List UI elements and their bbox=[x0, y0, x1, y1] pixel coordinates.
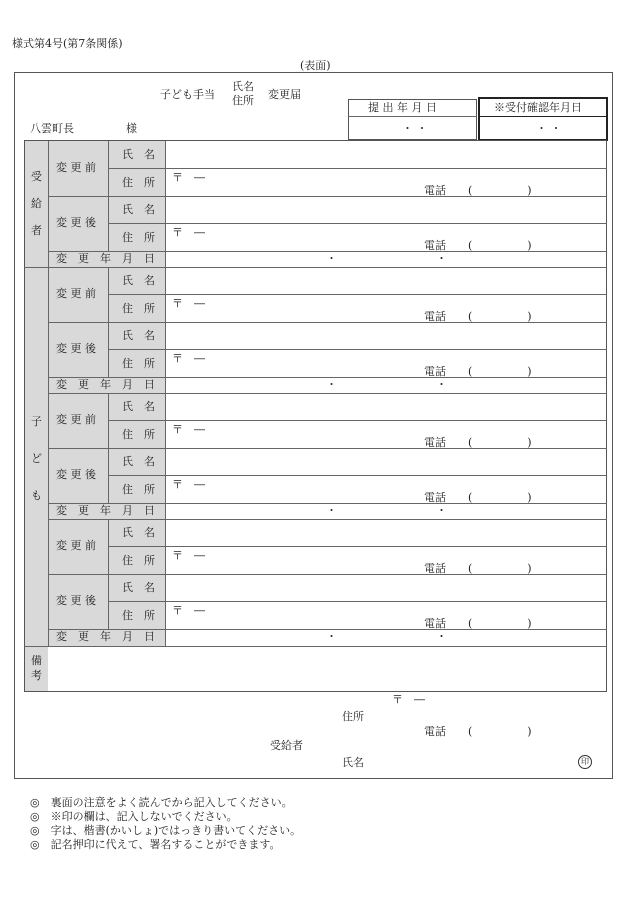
change-date-label: 変 更 年 月 日 bbox=[56, 252, 155, 265]
recipient-label-2: 給 bbox=[31, 197, 42, 210]
after-label: 変 更 後 bbox=[56, 468, 96, 481]
child-label-1: 子 bbox=[31, 415, 42, 428]
signature-address-field[interactable] bbox=[380, 707, 606, 725]
name-field[interactable] bbox=[166, 449, 606, 475]
change-date-dots: ・ ・ bbox=[326, 630, 447, 643]
name-field[interactable] bbox=[166, 268, 606, 294]
phone-label: 電話 ( ) bbox=[424, 365, 532, 378]
postal-mark: 〒 ― bbox=[172, 604, 205, 617]
name-label: 氏 名 bbox=[122, 329, 155, 342]
phone-label: 電話 ( ) bbox=[424, 239, 532, 252]
change-date-label: 変 更 年 月 日 bbox=[56, 378, 155, 391]
name-label: 氏 名 bbox=[122, 526, 155, 539]
postal-mark: 〒 ― bbox=[172, 423, 205, 436]
name-field[interactable] bbox=[166, 575, 606, 601]
before-label: 変 更 前 bbox=[56, 413, 96, 426]
name-label: 氏 名 bbox=[122, 274, 155, 287]
after-label: 変 更 後 bbox=[56, 216, 96, 229]
note-item: ◎ 字は、楷書(かいしょ)ではっきり書いてください。 bbox=[30, 824, 302, 837]
phone-label: 電話 ( ) bbox=[424, 310, 532, 323]
change-date-dots: ・ ・ bbox=[326, 252, 447, 265]
remarks-field[interactable] bbox=[49, 647, 606, 691]
name-field[interactable] bbox=[166, 520, 606, 546]
change-date-dots: ・ ・ bbox=[326, 378, 447, 391]
child-label-2: ど bbox=[31, 452, 42, 465]
change-date-label: 変 更 年 月 日 bbox=[56, 504, 155, 517]
name-field[interactable] bbox=[166, 197, 606, 223]
name-label: 氏 名 bbox=[122, 148, 155, 161]
before-label: 変 更 前 bbox=[56, 287, 96, 300]
form-number: 様式第4号(第7条関係) bbox=[12, 37, 123, 50]
title-suffix: 変更届 bbox=[268, 88, 301, 101]
receipt-date-value: ・ ・ bbox=[536, 122, 562, 135]
name-label: 氏 名 bbox=[122, 455, 155, 468]
phone-label: 電話 ( ) bbox=[424, 491, 532, 504]
note-item: ◎ ※印の欄は、記入しないでください。 bbox=[30, 810, 238, 823]
before-label: 変 更 前 bbox=[56, 161, 96, 174]
postal-mark: 〒 ― bbox=[172, 171, 205, 184]
postal-mark: 〒 ― bbox=[172, 226, 205, 239]
submission-date-header: 提 出 年 月 日 bbox=[368, 101, 437, 114]
postal-mark: 〒 ― bbox=[172, 478, 205, 491]
address-label: 住 所 bbox=[122, 483, 155, 496]
note-item: ◎ 裏面の注意をよく読んでから記入してください。 bbox=[30, 796, 293, 809]
change-date-label: 変 更 年 月 日 bbox=[56, 630, 155, 643]
name-label: 氏 名 bbox=[122, 581, 155, 594]
child-label-3: も bbox=[31, 489, 42, 502]
signature-address-label: 住所 bbox=[342, 710, 364, 723]
receipt-date-header: ※受付確認年月日 bbox=[494, 101, 582, 114]
signature-postal: 〒 ― bbox=[392, 693, 425, 706]
address-label: 住 所 bbox=[122, 428, 155, 441]
postal-mark: 〒 ― bbox=[172, 297, 205, 310]
name-label: 氏 名 bbox=[122, 400, 155, 413]
title-name: 氏名 bbox=[232, 80, 254, 93]
addressee-name: 八雲町長 bbox=[30, 122, 74, 135]
addressee-honorific: 様 bbox=[126, 122, 137, 135]
address-label: 住 所 bbox=[122, 609, 155, 622]
name-label: 氏 名 bbox=[122, 203, 155, 216]
title-address: 住所 bbox=[232, 94, 254, 107]
name-field[interactable] bbox=[166, 394, 606, 420]
signature-name-field[interactable] bbox=[380, 752, 570, 772]
phone-label: 電話 ( ) bbox=[424, 436, 532, 449]
name-field[interactable] bbox=[166, 142, 606, 168]
title-prefix: 子ども手当 bbox=[160, 88, 215, 101]
name-field[interactable] bbox=[166, 323, 606, 349]
remarks-label-1: 備 bbox=[31, 654, 42, 667]
signature-name-label: 氏名 bbox=[342, 756, 364, 769]
address-label: 住 所 bbox=[122, 231, 155, 244]
remarks-label-2: 考 bbox=[31, 669, 42, 682]
before-label: 変 更 前 bbox=[56, 539, 96, 552]
recipient-label-3: 者 bbox=[31, 224, 42, 237]
address-label: 住 所 bbox=[122, 357, 155, 370]
postal-mark: 〒 ― bbox=[172, 352, 205, 365]
signature-phone: 電話 ( ) bbox=[424, 725, 532, 738]
note-item: ◎ 記名押印に代えて、署名することができます。 bbox=[30, 838, 281, 851]
phone-label: 電話 ( ) bbox=[424, 184, 532, 197]
signature-recipient-label: 受給者 bbox=[270, 739, 303, 752]
submission-date-value: ・ ・ bbox=[402, 122, 428, 135]
phone-label: 電話 ( ) bbox=[424, 562, 532, 575]
change-date-dots: ・ ・ bbox=[326, 504, 447, 517]
side-label: (表面) bbox=[300, 59, 331, 72]
phone-label: 電話 ( ) bbox=[424, 617, 532, 630]
postal-mark: 〒 ― bbox=[172, 549, 205, 562]
address-label: 住 所 bbox=[122, 176, 155, 189]
recipient-label-1: 受 bbox=[31, 170, 42, 183]
address-label: 住 所 bbox=[122, 554, 155, 567]
address-label: 住 所 bbox=[122, 302, 155, 315]
seal-icon: 印 bbox=[578, 755, 592, 769]
after-label: 変 更 後 bbox=[56, 342, 96, 355]
after-label: 変 更 後 bbox=[56, 594, 96, 607]
